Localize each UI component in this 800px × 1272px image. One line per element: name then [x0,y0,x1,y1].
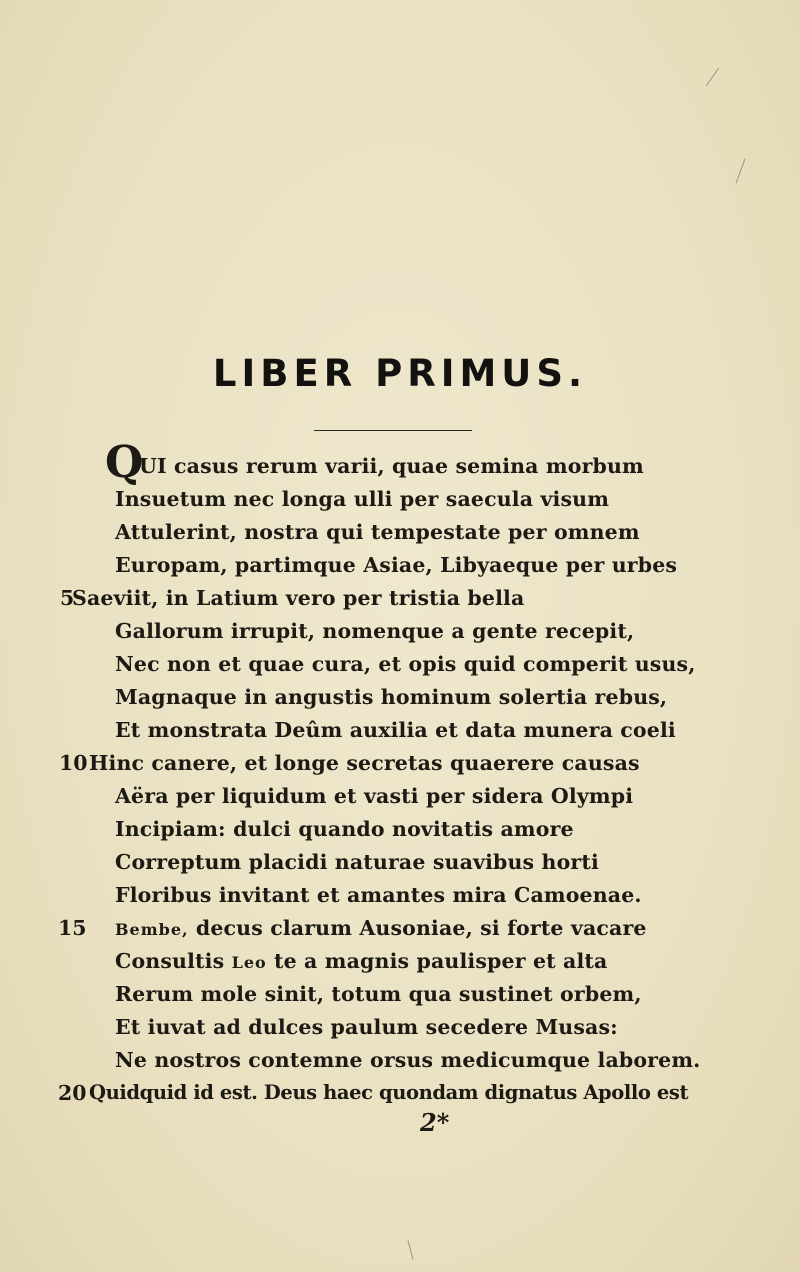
verse-line: Et monstrata Deûm auxilia et data munera coeli [115,718,676,742]
drop-cap: Q [105,437,144,488]
verse-line: Magnaque in angustis hominum solertia rebus, [115,685,668,709]
verse-text: decus clarum Ausoniae, si forte vacare [188,916,647,940]
line-number: 10 [59,751,88,775]
verse-line: Attulerint, nostra qui tempestate per omnem [115,520,640,544]
addressee-name: Leo [231,953,267,972]
verse-line: Floribus invitant et amantes mira Camoenae. [115,883,642,907]
book-title: LIBER PRIMUS. [212,352,588,395]
verse-line: Rerum mole sinit, totum qua sustinet orbem, [115,982,642,1006]
signature-mark: 2* [420,1108,450,1137]
verse-line: Aëra per liquidum et vasti per sidera Olympi [115,784,634,808]
verse-line: Europam, partimque Asiae, Libyaeque per urbes [115,553,678,577]
line-number: 20 [58,1081,87,1105]
addressee-name: Bembe, [115,920,189,939]
verse-line: Ne nostros contemne orsus medicumque laborem. [115,1048,701,1072]
verse-line: Insuetum nec longa ulli per saecula visum [115,487,610,511]
verse-line: Saeviit, in Latium vero per tristia bella [72,586,525,610]
verse-line: Gallorum irrupit, nomenque a gente recepit, [115,619,635,643]
verse-text: te a magnis paulisper et alta [266,949,608,973]
line-number: 5 [60,586,75,610]
verse-line [115,913,647,943]
verse-text: Consultis [115,949,232,973]
verse-line: Et iuvat ad dulces paulum secedere Musas: [115,1015,618,1039]
line-number: 15 [58,916,87,940]
verse-line: Nec non et quae cura, et opis quid comperit usus, [115,652,696,676]
verse-line [115,946,607,976]
verse-line: Quidquid id est. Deus haec quondam dignatus Apollo est [89,1081,689,1104]
verse-line: Correptum placidi naturae suavibus horti [115,850,599,874]
verse-line: UI casus rerum varii, quae semina morbum [139,454,644,478]
verse-line: Hinc canere, et longe secretas quaerere causas [89,751,640,775]
verse-line: Incipiam: dulci quando novitatis amore [115,817,574,841]
